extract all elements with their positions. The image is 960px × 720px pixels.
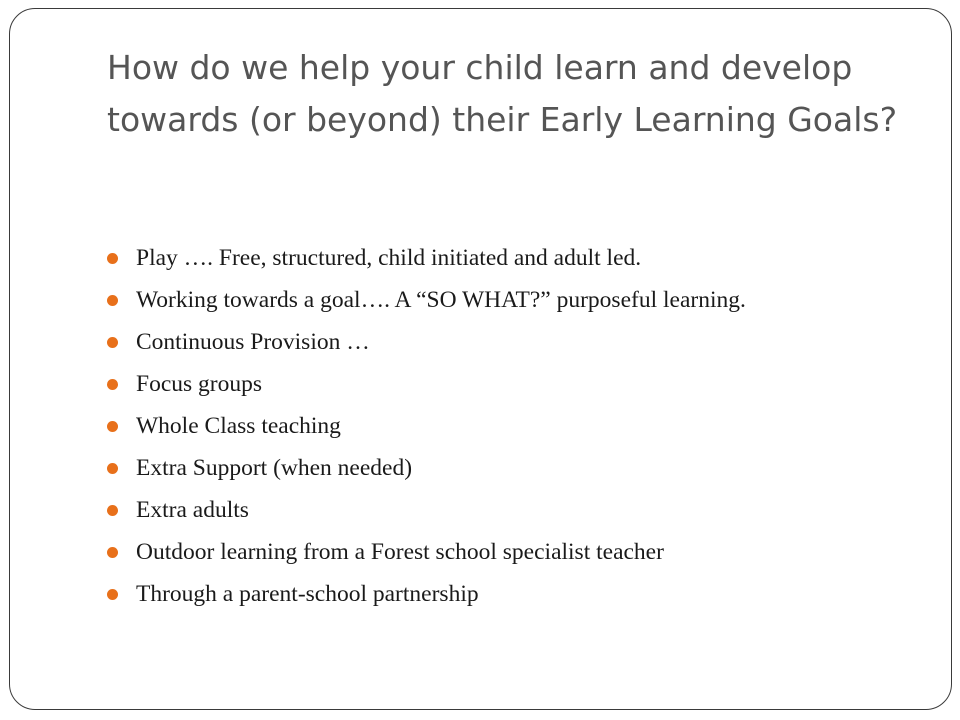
bullet-list [107,242,927,620]
bullet-item [107,242,927,284]
bullet-text: Focus groups [136,371,262,397]
bullet-dot-icon [107,337,118,348]
bullet-dot-icon [107,589,118,600]
bullet-text: Extra adults [136,497,249,523]
bullet-text: Through a parent-school partnership [136,581,479,607]
bullet-dot-icon [107,505,118,516]
bullet-dot-icon [107,253,118,264]
bullet-item [107,284,927,326]
bullet-item [107,326,927,368]
bullet-item [107,494,927,536]
bullet-item [107,536,927,578]
bullet-item [107,410,927,452]
bullet-dot-icon [107,421,118,432]
bullet-text: Play …. Free, structured, child initiated and adult led. [136,245,642,271]
bullet-item [107,452,927,494]
bullet-dot-icon [107,379,118,390]
slide-title: How do we help your child learn and develop towards (or beyond) their Early Learning Goals? [107,48,898,139]
bullet-text: Working towards a goal…. A “SO WHAT?” purposeful learning. [136,287,746,313]
bullet-dot-icon [107,547,118,558]
bullet-item [107,578,927,620]
bullet-dot-icon [107,295,118,306]
bullet-text: Extra Support (when needed) [136,455,413,481]
bullet-item [107,368,927,410]
bullet-text: Continuous Provision … [136,329,370,355]
bullet-text: Whole Class teaching [136,413,341,439]
bullet-dot-icon [107,463,118,474]
bullet-text: Outdoor learning from a Forest school specialist teacher [136,539,664,565]
